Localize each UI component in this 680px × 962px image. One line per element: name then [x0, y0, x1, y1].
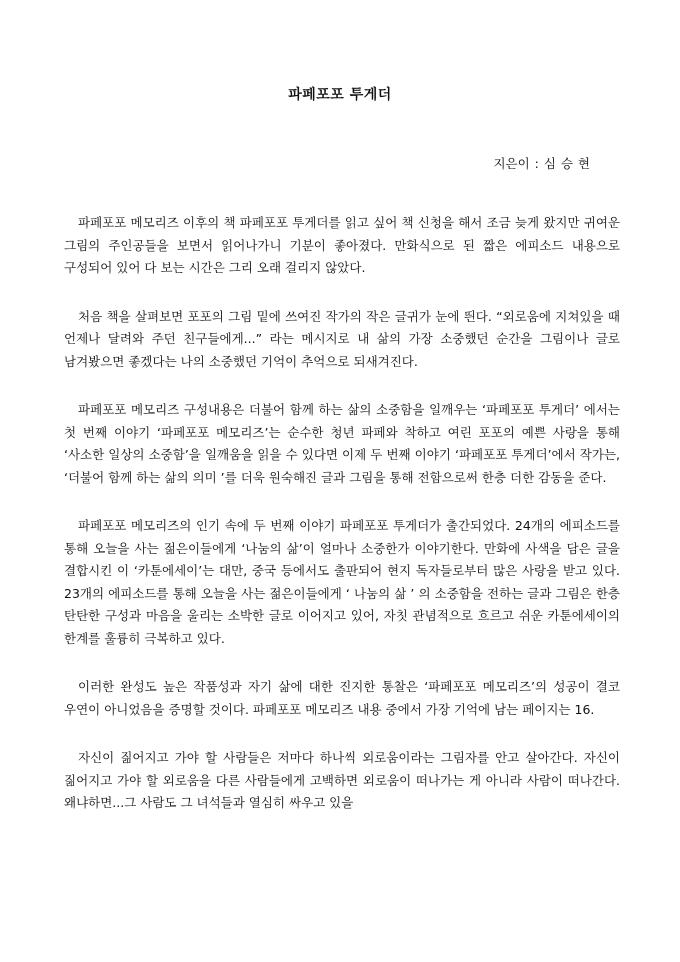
author-line: 지은이 : 심 승 현 — [493, 156, 590, 171]
paragraph: 처음 책을 살펴보면 포포의 그림 밑에 쓰여진 작가의 작은 글귀가 눈에 띈다. “외로움에 지쳐있을 때 언제나 달려와 주던 친구들에게...” 라는 메시지로 내 삶의 가장 소중했던 순간을 그림이나 글로 남겨봤으면 좋겠다는 나의 소중했던 기억이 추억으로 되새겨진다. — [64, 308, 620, 369]
paragraph: 파페포포 메모리즈 이후의 책 파페포포 투게더를 읽고 싶어 책 신청을 해서 조금 늦게 왔지만 귀여운 그림의 주인공들을 보면서 읽어나가니 기분이 좋아졌다. 만화식으로 된 짧은 에피소드 내용으로 구성되어 있어 다 보는 시간은 그리 오래 걸리지 않았다. — [64, 215, 620, 275]
document-body — [64, 212, 620, 841]
paragraph: 이러한 완성도 높은 작품성과 자기 삶에 대한 진지한 통찰은 ‘파페포포 메모리즈’의 성공이 결코 우연이 아니었음을 증명할 것이다. 파페포포 메모리즈 내용 중에서 가장 기억에 남는 페이지는 16. — [64, 679, 620, 717]
paragraph: 자신이 짊어지고 가야 할 사람들은 저마다 하나씩 외로움이라는 그림자를 안고 살아간다. 자신이 짊어지고 가야 할 외로움을 다른 사람들에게 고백하면 외로움이 떠나가는 게 아니라 사람이 떠나간다. 왜냐하면...그 사람도 그 녀석들과 열심히 싸우고 있을 — [64, 750, 620, 810]
document-title: 파페포포 투게더 — [288, 87, 392, 103]
paragraph: 파페포포 메모리즈 구성내용은 더불어 함께 하는 삶의 소중함을 일깨우는 ‘파페포포 투게더’ 에서는 첫 번째 이야기 ‘파페포포 메모리즈’는 순수한 청년 파페와 착하고 여린 포포의 예쁜 사랑을 통해 ‘사소한 일상의 소중함’을 일깨움을 읽을 수 있다면 이제 두 번째 이야기 ‘파페포포 투게더’에서 작가는, ‘더불어 함께 하는 삶의 의미 ’를 더욱 원숙해진 글과 그림을 통해 전함으로써 한층 더한 감동을 준다. — [64, 402, 620, 485]
paragraph: 파페포포 메모리즈의 인기 속에 두 번째 이야기 파페포포 투게더가 출간되었다. 24개의 에피소드를 통해 오늘을 사는 젊은이들에게 ‘나눔의 삶’이 얼마나 소중한가 이야기한다. 만화에 사색을 담은 글을 결합시킨 이 ‘카툰에세이’는 대만, 중국 등에서도 출판되어 현지 독자들로부터 많은 사랑을 받고 있다. 23개의 에피소드를 통해 오늘을 사는 젊은이들에게 ‘ 나눔의 삶 ’ 의 소중함을 전하는 글과 그림은 한층 탄탄한 구성과 마음을 울리는 소박한 글로 이어지고 있어, 자칫 관념적으로 흐르고 쉬운 카툰에세이의 한계를 훌륭히 극복하고 있다. — [64, 518, 620, 646]
